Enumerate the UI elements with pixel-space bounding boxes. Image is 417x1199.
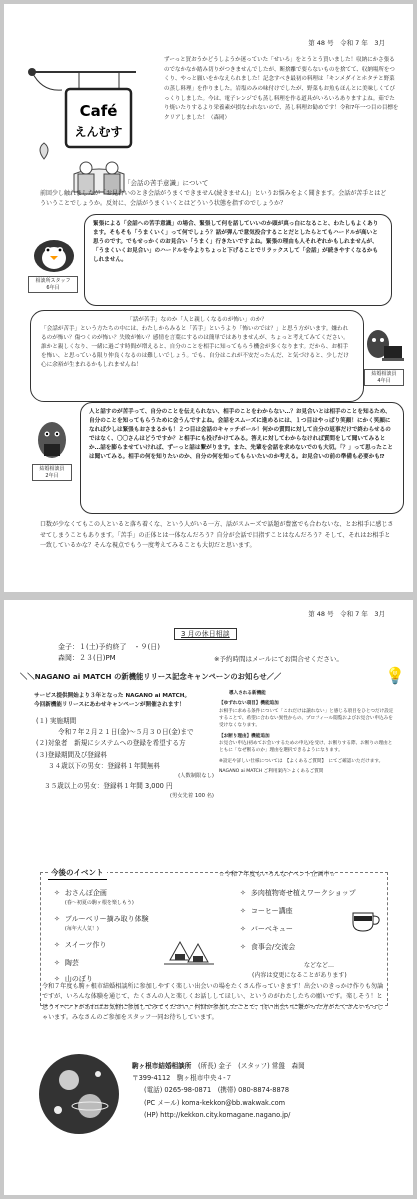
sign-line1: Café bbox=[79, 102, 118, 120]
event-item: スイーツ作り bbox=[64, 941, 107, 949]
bullet-icon: ✧ bbox=[240, 907, 246, 915]
events-description: 令和７年度も駒ヶ根市結婚相談所に参加しやすく楽しい出会いの場をたくさん作っていきます！出会いのきっかけ作りも勿論ですが、いろんな体験を通じて、たくさんの人と楽しくお話ししてほしい、というのがわたしたちの願いです。楽しそう！と思うイベントがあればお気軽に参加してみてください。何回か参加したことで、良い出会いに繋がった方がたくさんいらっしゃいます。みなさんのご参加をスタッフ一同お待ちしています。 bbox=[42, 983, 384, 1022]
bullet-icon: ✧ bbox=[54, 975, 60, 983]
counselor-2yr-label: 結婚相談員 2年目 bbox=[32, 464, 72, 481]
event-item: 陶芸 bbox=[64, 959, 79, 967]
bullet-icon: ✧ bbox=[240, 925, 246, 933]
bullet-icon: ✧ bbox=[54, 941, 60, 949]
campaign-intro: サービス提供開始より３年となった NAGANO ai MATCH。 今回新機能リリースにあわせキャンペーンが開催されます！ bbox=[34, 693, 191, 709]
bullet-icon: ✧ bbox=[54, 959, 60, 967]
speech-bubble-staff: 緊張による「会話への苦手意識」の場合、緊張して何を話していいのか頭が真っ白になること、わたしもよくあります。そもそも「うまくいく」って何でしょう？話が弾んで意気投合することだとしたらとてもハードルが高いと思うのです。でもせっかくのお見合い「うまく」行きたいですよね。緊張の理由も人それぞれかもしれませんが、「うまくいくお見合い」のハードルを今よりちょっと下げることでリラックスして「会話」が続きやすくなるかもしれません。 bbox=[84, 214, 392, 306]
bullet-icon: ✧ bbox=[240, 889, 246, 897]
speech-bubble-counselor-4yr bbox=[30, 310, 364, 402]
event-item: 多肉植物寄せ植えワークショップ bbox=[250, 889, 356, 897]
events-title: 今後のイベント bbox=[48, 868, 107, 880]
office-contact: 駒ヶ根市結婚相談所 (所長) 金子 (スタッフ) 常盤 森岡 〒399-4112 駒ヶ根市中央４-７ (電話) 0265-98-0871 (携帯) 080-8874-8878 (PC メール) koma-kekkon@bb.wakwak.com (HP) http://kekkon.city.komagane.nagano.jp/ bbox=[132, 1060, 402, 1121]
closing-paragraph: 口数が少なくてもこの人といると落ち着くな、という人がいる一方、話がスムーズで話題が豊富でも合わないな、とお相手に感じさせてしまうこともあります。「苦手」の正体とは一体なんだろう？自分が会話で目指すことはなんだろう？そして、それはお相手と一致しているかな？そんな視点でもう一度考えてみることも大切だと思います。 bbox=[40, 521, 394, 549]
counselor-4yr-label: 結婚相談員 4年目 bbox=[364, 369, 404, 386]
bullet-icon: ✧ bbox=[240, 943, 246, 951]
issue-header-2: 第 48 号 令和 7 年 3月 bbox=[308, 610, 385, 618]
staff-label: 相談所スタッフ 6年目 bbox=[28, 276, 78, 293]
sign-line2: えんむす bbox=[74, 125, 123, 139]
issue-header: 第 48 号 令和 7 年 3月 bbox=[308, 39, 385, 47]
lightbulb-icon: 💡 bbox=[385, 666, 405, 685]
events-more: などなど… bbox=[304, 962, 335, 969]
penguin-staff-icon bbox=[28, 226, 80, 274]
newsletter-page-1 bbox=[4, 4, 413, 592]
events-subtitle: ☆令和７年度もいろんなイベント企画中☆ bbox=[219, 871, 336, 878]
bubble2-body: 「会話が苦手」という方たちの中には、わたしからみると「苦手」というより「怖いのでは？」と思う方がいます。嫌われるのが怖い？傷つくのが怖い？失敗が怖い？感情を言葉にするのは簡単ではありませんが、ちょっと考えてみてください。誰かと親しくなり、一緒に過ごす時間が増えると、自分のことを相手に知ってもらう機会が多くなります。だから、お相手を怖い、と思っている限り仲良くなるのは難しいでしょう。でも、自分はこれが不安だったんだ、と気づけると、少しだけ心に余裕が生まれるかもしれませんね！ bbox=[41, 325, 349, 368]
office-email: (PC メール) koma-kekkon@bb.wakwak.com bbox=[144, 1098, 286, 1107]
event-item: おさんぽ企画 bbox=[64, 889, 107, 897]
event-item: コーヒー講座 bbox=[250, 907, 293, 915]
office-phone: (電話) 0265-98-0871 (携帯) 080-8874-8878 bbox=[144, 1086, 290, 1095]
bubble2-title: 「話が苦手」なのか「人と親しくなるのが怖い」のか？ bbox=[127, 317, 267, 323]
newsletter-page-2 bbox=[4, 600, 413, 1195]
onigiri-illustration bbox=[164, 930, 214, 968]
topic-title: 「会話の苦手意識」について bbox=[124, 179, 209, 187]
counselor-2yr-icon bbox=[32, 414, 72, 462]
bullet-icon: ✧ bbox=[54, 915, 60, 923]
topic-intro: 前回少し触れましたが「お見合いのとき会話がうまくできません(続きません)」というお悩みをよく聞きます。会話が苦手とはどういうことでしょうか。反対に、会話がうまくいくとはどういう状態を指すのでしょうか？ bbox=[40, 190, 387, 207]
events-more-note: (内容は変更になることがあります) bbox=[252, 972, 347, 979]
office-name: 駒ヶ根市結婚相談所 bbox=[132, 1062, 192, 1070]
planet-illustration bbox=[34, 1050, 124, 1138]
event-item: 山のぼり bbox=[64, 975, 93, 983]
counselor-laptop-icon bbox=[364, 322, 404, 366]
event-item: バーベキュー bbox=[250, 925, 293, 933]
holiday-note: ※予約時間はメールにてお問合せください。 bbox=[214, 655, 343, 663]
office-website: (HP) http://kekkon.city.komagane.nagano.jp/ bbox=[144, 1110, 291, 1119]
holiday-schedule: 金子：１(土)予約終了 ・９(日) 森岡：２３(日)PM bbox=[58, 643, 160, 662]
bullet-icon: ✧ bbox=[54, 889, 60, 897]
events-left-list: ✧ おさんぽ企画 (春～初夏の駒ヶ根を楽しもう) ✧ ブルーベリー摘み取り体験 (毎年大人気！) ✧ スイーツ作り ✧ 陶芸 ✧ 山のぼり bbox=[54, 888, 229, 990]
intro-essay: ずーっと買おうかどうしようか迷っていた「せいろ」をとうとう買いました！収納にかさ張るのでなかなか踏み切りがつきませんでしたが、断捨離で要らないものを捨てて、収納場所をつくり、やっと願いをかなえられました！記念すべき最初の料理は「キンメダイとホタテと野菜の蒸し料理」を作りました。岩塩のみの味付けでしたが、野菜もお魚もほんとに美味しくてびっくりしました。今は、電子レンジでも蒸し料理を作る道具がいろいろありますよね。茹でたり焼いたりするより栄養素が損なわれないので、蒸し料理お勧めです！令和7年一つ目の目標をクリアしました！（森岡） bbox=[164, 57, 399, 121]
new-features-box: 導入される新機能 【ゆずれない項目】機能追加 お相手に求める条件について「これだけは譲れない」と感じる項目をひとつだけ設定することで、希望に合わない異性からの、プロフィール閲覧およびお見合い申込みを受けなくなります。 【お断り理由】機能追加 お見合い申込(初めてお会いするための申込)を受け、お断りする際、お断りの理由とともに「なぜ断るのか」理由を選択できるようになります。 ※設定や詳しい仕様については 【よくあるご質問】 にてご確認いただけます。 NAGANO ai MATCH ご利用案内＞よくあるご質問 bbox=[219, 691, 394, 775]
campaign-details: (１) 実施期間 令和７年２月２１日(金)～５月３０日(金)まで (２)対象者 新規にシステムへの登録を希望する方 (３)登録期間及び登録料 ３４歳以下の男女：登録料１年間無料 (人数制限なし) ３５歳以上の男女：登録料１年間 3,000 円 (男女先着 100 名) bbox=[36, 717, 214, 800]
office-address: 〒399-4112 駒ヶ根市中央４-７ bbox=[132, 1074, 233, 1083]
event-item: 食事会/交流会 bbox=[250, 943, 296, 951]
speech-bubble-counselor-2yr: 人と話すのが苦手って、自分のことを伝えられない、相手のことをわからない…？お見合いとは相手のことを知るため、自分のことを知ってもらうために会うんですよね。会話をスムーズに進めるには、１つ目はやっぱり笑顔！にかく笑顔になれば少しは緊張もおさまるかも！２つ目は会話のキャッチボール！何かの質問に対して自分の返事だけで終わらせるのではなく、〇〇さんはどうですか？と相手にも投げかけてみる。答えに対してわからなければ質問をして聞いてみるとか…話を膨らませていければ、ずーっと話は繋がります。また、先輩を会話を求めないでのも大切。「？」って思ったことは聞いてみる。相手の何を知りたいのか、自分の何を知ってもらいたいのか考える。お見合いの前の準備も必要かも⁉ bbox=[80, 402, 404, 514]
holiday-title: 3 月の休日相談 bbox=[174, 628, 237, 640]
event-item: ブルーベリー摘み取り体験 bbox=[64, 915, 149, 923]
coffee-cup-icon bbox=[349, 905, 383, 933]
campaign-title: ＼＼NAGANO ai MATCH の新機能リリース記念キャンペーンのお知らせ／／ bbox=[20, 672, 282, 681]
